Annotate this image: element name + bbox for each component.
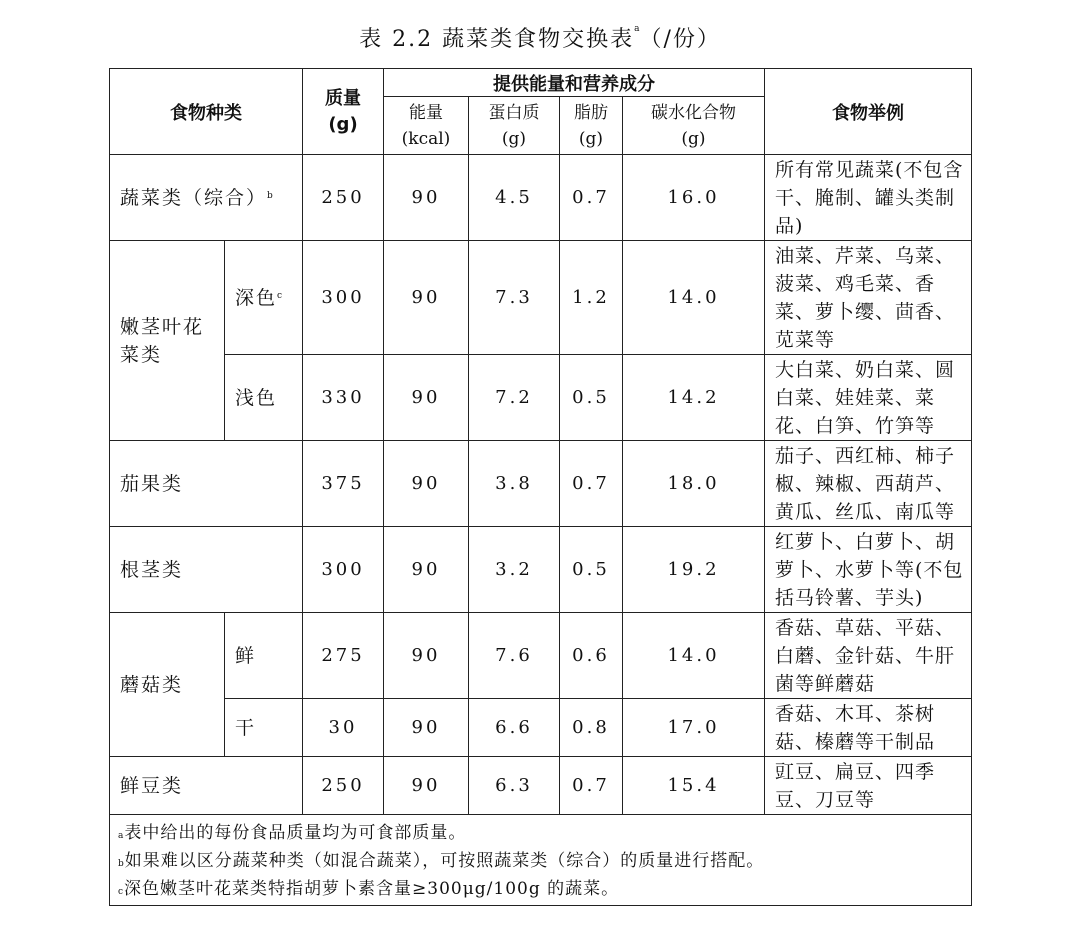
row-carb: 18.0 xyxy=(623,441,765,527)
table-row xyxy=(110,355,972,441)
row-protein: 6.6 xyxy=(469,699,560,757)
row-mass: 250 xyxy=(303,155,384,241)
row-energy: 90 xyxy=(384,699,469,757)
row-mass: 330 xyxy=(303,355,384,441)
header-energy: 能量 (kcal) xyxy=(384,97,469,155)
row-subcategory: 干 xyxy=(225,699,303,757)
header-examples: 食物举例 xyxy=(765,69,972,155)
row-mass: 250 xyxy=(303,757,384,815)
row-protein: 7.3 xyxy=(469,241,560,355)
row-carb: 14.2 xyxy=(623,355,765,441)
row-mass: 375 xyxy=(303,441,384,527)
table-row xyxy=(110,155,972,241)
row-energy: 90 xyxy=(384,613,469,699)
header-food-type: 食物种类 xyxy=(110,69,303,155)
table-row xyxy=(110,441,972,527)
row-examples: 大白菜、奶白菜、圆白菜、娃娃菜、菜花、白笋、竹笋等 xyxy=(765,355,972,441)
row-category: 蘑菇类 xyxy=(110,613,225,757)
row-energy: 90 xyxy=(384,441,469,527)
row-energy: 90 xyxy=(384,241,469,355)
row-fat: 0.6 xyxy=(560,613,623,699)
vegetable-exchange-table xyxy=(109,68,972,906)
footnotes xyxy=(110,815,972,906)
header-carb: 碳水化合物 (g) xyxy=(623,97,765,155)
row-energy: 90 xyxy=(384,155,469,241)
row-mass: 300 xyxy=(303,241,384,355)
row-fat: 1.2 xyxy=(560,241,623,355)
row-mass: 275 xyxy=(303,613,384,699)
header-fat: 脂肪 (g) xyxy=(560,97,623,155)
row-examples: 豇豆、扁豆、四季豆、刀豆等 xyxy=(765,757,972,815)
row-carb: 14.0 xyxy=(623,613,765,699)
footnotes-row xyxy=(110,815,972,906)
row-examples: 香菇、草菇、平菇、白蘑、金针菇、牛肝菌等鲜蘑菇 xyxy=(765,613,972,699)
row-examples: 油菜、芹菜、乌菜、菠菜、鸡毛菜、香菜、萝卜缨、茴香、苋菜等 xyxy=(765,241,972,355)
row-fat: 0.7 xyxy=(560,757,623,815)
row-category: 茄果类 xyxy=(110,441,303,527)
row-subcategory: 鲜 xyxy=(225,613,303,699)
table-row xyxy=(110,527,972,613)
row-fat: 0.5 xyxy=(560,527,623,613)
row-carb: 15.4 xyxy=(623,757,765,815)
table-row xyxy=(110,699,972,757)
table-row xyxy=(110,757,972,815)
row-energy: 90 xyxy=(384,527,469,613)
footnote: $^b$如果难以区分蔬菜种类（如混合蔬菜），可按照蔬菜类（综合）的质量进行搭配。 xyxy=(118,851,765,871)
row-fat: 0.5 xyxy=(560,355,623,441)
row-examples: 所有常见蔬菜(不包含干、腌制、罐头类制品) xyxy=(765,155,972,241)
header-protein: 蛋白质 (g) xyxy=(469,97,560,155)
table-title-footnote-mark: a xyxy=(634,24,640,34)
table-title-unit: （/份） xyxy=(639,27,721,52)
row-carb: 19.2 xyxy=(623,527,765,613)
row-subcategory: 深色$^c$ xyxy=(225,241,303,355)
footnote: $^a$表中给出的每份食品质量均为可食部质量。 xyxy=(118,823,467,843)
row-protein: 3.2 xyxy=(469,527,560,613)
row-protein: 3.8 xyxy=(469,441,560,527)
row-mass: 300 xyxy=(303,527,384,613)
row-category: 鲜豆类 xyxy=(110,757,303,815)
header-row-1 xyxy=(110,69,972,97)
row-fat: 0.7 xyxy=(560,441,623,527)
table-title xyxy=(0,22,1080,53)
footnote: $^c$深色嫩茎叶花菜类特指胡萝卜素含量≥300μg/100g 的蔬菜。 xyxy=(118,879,620,899)
table-row xyxy=(110,613,972,699)
row-carb: 17.0 xyxy=(623,699,765,757)
row-examples: 红萝卜、白萝卜、胡萝卜、水萝卜等(不包括马铃薯、芋头) xyxy=(765,527,972,613)
table-row xyxy=(110,241,972,355)
header-mass: 质量 (g) xyxy=(303,69,384,155)
row-examples: 香菇、木耳、茶树菇、榛蘑等干制品 xyxy=(765,699,972,757)
row-examples: 茄子、西红柿、柿子椒、辣椒、西葫芦、黄瓜、丝瓜、南瓜等 xyxy=(765,441,972,527)
row-subcategory: 浅色 xyxy=(225,355,303,441)
row-protein: 7.6 xyxy=(469,613,560,699)
row-fat: 0.8 xyxy=(560,699,623,757)
row-protein: 4.5 xyxy=(469,155,560,241)
row-category: 蔬菜类（综合）$^b$ xyxy=(110,155,303,241)
row-carb: 16.0 xyxy=(623,155,765,241)
header-nutrition-group: 提供能量和营养成分 xyxy=(384,69,765,97)
row-energy: 90 xyxy=(384,355,469,441)
row-protein: 7.2 xyxy=(469,355,560,441)
row-energy: 90 xyxy=(384,757,469,815)
row-protein: 6.3 xyxy=(469,757,560,815)
row-category: 根茎类 xyxy=(110,527,303,613)
row-mass: 30 xyxy=(303,699,384,757)
table-title-text: 表 2.2 蔬菜类食物交换表 xyxy=(359,27,635,52)
row-category: 嫩茎叶花菜类 xyxy=(110,241,225,441)
row-fat: 0.7 xyxy=(560,155,623,241)
row-carb: 14.0 xyxy=(623,241,765,355)
